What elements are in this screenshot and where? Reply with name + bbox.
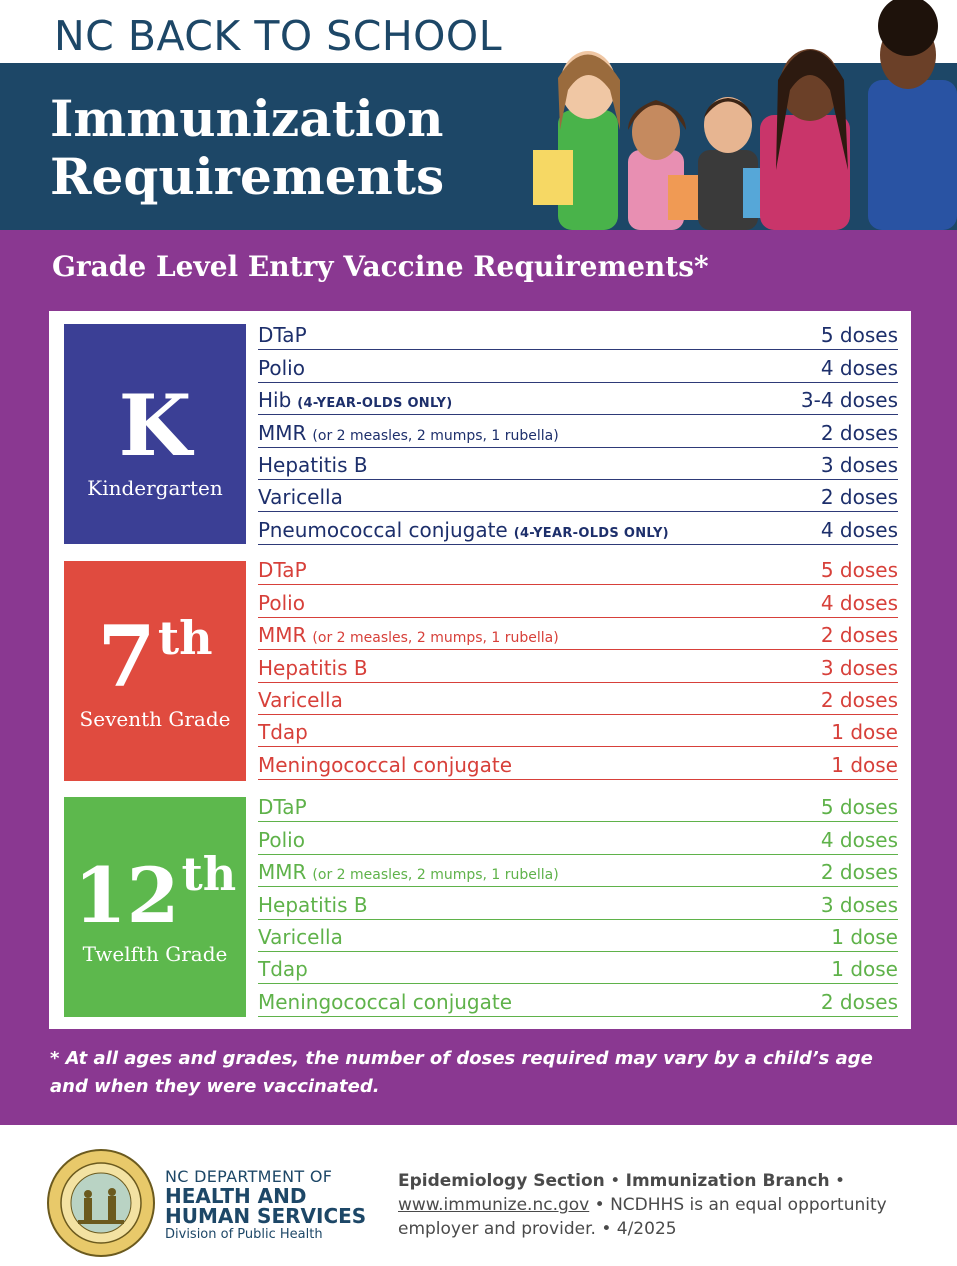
vaccine-note: (4-YEAR-OLDS ONLY) <box>513 525 669 541</box>
main-title <box>50 90 530 206</box>
vaccine-dose-count: 3-4 doses <box>800 388 898 413</box>
vaccine-name: Polio <box>258 590 305 615</box>
vaccine-row <box>258 415 898 447</box>
main-title-line2: Requirements <box>50 147 445 206</box>
vaccine-name-group <box>258 356 305 380</box>
vaccine-dose-count: 3 doses <box>820 655 898 680</box>
vaccine-dose-count: 2 doses <box>820 420 898 445</box>
vaccine-name: MMR <box>258 860 307 885</box>
vaccine-name: MMR <box>258 420 307 445</box>
vaccine-name: MMR <box>258 623 307 648</box>
main-title-line1: Immunization <box>50 89 444 148</box>
vaccine-name: Hib <box>258 388 292 413</box>
vaccine-row <box>258 790 898 822</box>
vaccine-dose-count: 2 doses <box>820 485 898 510</box>
vaccine-dose-count: 2 doses <box>820 860 898 885</box>
vaccine-row <box>258 618 898 650</box>
nc-state-seal-icon <box>46 1148 156 1258</box>
vaccine-name-group <box>258 388 453 412</box>
vaccine-dose-count: 1 dose <box>831 720 898 745</box>
vaccine-name-group <box>258 591 305 615</box>
vaccine-row <box>258 512 898 544</box>
vaccine-dose-count: 2 doses <box>820 687 898 712</box>
department-logo-text <box>165 1168 366 1244</box>
dept-line3: HUMAN SERVICES <box>165 1204 367 1228</box>
vaccine-name: Varicella <box>258 485 343 510</box>
vaccine-row <box>258 822 898 854</box>
grade-box-kindergarten <box>64 324 246 544</box>
vaccine-name-group <box>258 421 559 445</box>
vaccine-name-group <box>258 990 512 1014</box>
vaccine-row <box>258 650 898 682</box>
grade-name-k: Kindergarten <box>87 476 223 500</box>
vaccine-note: (or 2 measles, 2 mumps, 1 rubella) <box>312 427 559 444</box>
vaccine-name-group <box>258 688 343 712</box>
vaccine-name-group <box>258 323 307 347</box>
vaccine-dose-count: 2 doses <box>820 989 898 1014</box>
vaccine-name: DTaP <box>258 795 307 820</box>
dept-line4: Division of Public Health <box>165 1227 323 1242</box>
vaccine-name: Polio <box>258 827 305 852</box>
vaccine-dose-count: 5 doses <box>820 323 898 348</box>
vaccine-name-group <box>258 860 559 884</box>
grade-label-k: K <box>118 376 192 475</box>
grade-box-twelfth <box>64 797 246 1017</box>
vaccine-name-group <box>258 828 305 852</box>
vaccine-row <box>258 350 898 382</box>
vaccine-dose-count: 2 doses <box>820 623 898 648</box>
vaccine-dose-count: 4 doses <box>820 827 898 852</box>
vaccine-dose-count: 1 dose <box>831 752 898 777</box>
vaccine-note: (4-YEAR-OLDS ONLY) <box>297 396 453 412</box>
footnote: * At all ages and grades, the number of doses required may vary by a child’s age and when they were vaccinated. <box>50 1048 873 1097</box>
vaccine-row <box>258 855 898 887</box>
dept-line1: NC DEPARTMENT OF <box>165 1167 333 1186</box>
grade-number-12: 12 <box>73 851 180 940</box>
vaccine-list-twelfth <box>258 790 898 1017</box>
grade-label-12 <box>64 847 246 940</box>
vaccine-name: Varicella <box>258 687 343 712</box>
vaccine-dose-count: 1 dose <box>831 957 898 982</box>
vaccine-name-group <box>258 623 559 647</box>
vaccine-name: Pneumococcal conjugate <box>258 517 508 542</box>
vaccine-name: Hepatitis B <box>258 892 368 917</box>
vaccine-row <box>258 585 898 617</box>
vaccine-row <box>258 984 898 1016</box>
vaccine-dose-count: 4 doses <box>820 590 898 615</box>
vaccine-name-group <box>258 453 368 477</box>
vaccine-name: Polio <box>258 355 305 380</box>
vaccine-dose-count: 3 doses <box>820 892 898 917</box>
vaccine-row <box>258 553 898 585</box>
grade-name-12: Twelfth Grade <box>82 942 228 966</box>
vaccine-list-kindergarten <box>258 318 898 545</box>
contact-info <box>398 1169 918 1241</box>
grade-label-7 <box>64 607 246 706</box>
immunization-branch: Immunization Branch <box>625 1171 830 1191</box>
vaccine-row <box>258 715 898 747</box>
vaccine-name: Tdap <box>258 957 308 982</box>
vaccine-dose-count: 3 doses <box>820 452 898 477</box>
separator: • <box>594 1195 611 1215</box>
vaccine-row <box>258 952 898 984</box>
vaccine-name: Meningococcal conjugate <box>258 752 513 777</box>
vaccine-row <box>258 480 898 512</box>
section-subtitle: Grade Level Entry Vaccine Requirements* <box>52 250 709 283</box>
vaccine-name: Tdap <box>258 720 308 745</box>
vaccine-name-group <box>258 893 368 917</box>
equal-opportunity-statement: NCDHHS is an equal opportunity employer and provider. <box>398 1195 887 1239</box>
vaccine-note: (or 2 measles, 2 mumps, 1 rubella) <box>312 630 559 647</box>
vaccine-name-group <box>258 656 368 680</box>
vaccine-name: DTaP <box>258 323 307 348</box>
vaccine-name-group <box>258 558 307 582</box>
vaccine-dose-count: 4 doses <box>820 355 898 380</box>
epidemiology-section: Epidemiology Section <box>398 1171 605 1191</box>
grade-suffix-12: th <box>181 847 237 901</box>
vaccine-name: Meningococcal conjugate <box>258 989 513 1014</box>
header-top-title: NC BACK TO SCHOOL <box>54 12 503 60</box>
separator: • <box>834 1171 845 1191</box>
vaccine-row <box>258 887 898 919</box>
separator: • <box>601 1219 617 1239</box>
vaccine-dose-count: 5 doses <box>820 795 898 820</box>
separator: • <box>610 1171 626 1191</box>
vaccine-row <box>258 318 898 350</box>
vaccine-name-group <box>258 795 307 819</box>
vaccine-note: (or 2 measles, 2 mumps, 1 rubella) <box>312 867 559 884</box>
vaccine-dose-count: 5 doses <box>820 558 898 583</box>
grade-suffix-7: th <box>157 611 213 665</box>
vaccine-row <box>258 448 898 480</box>
grade-number-7: 7 <box>97 607 156 706</box>
students-photo <box>528 0 957 230</box>
vaccine-name-group <box>258 753 512 777</box>
vaccine-row <box>258 920 898 952</box>
website-link[interactable]: www.immunize.nc.gov <box>398 1195 590 1215</box>
vaccine-name-group <box>258 485 343 509</box>
vaccine-dose-count: 4 doses <box>820 517 898 542</box>
vaccine-row <box>258 383 898 415</box>
publication-date: 4/2025 <box>616 1219 677 1239</box>
vaccine-name: Varicella <box>258 924 343 949</box>
vaccine-name: DTaP <box>258 558 307 583</box>
vaccine-name-group <box>258 925 343 949</box>
vaccine-list-seventh <box>258 553 898 780</box>
dept-line2: HEALTH AND <box>165 1184 307 1208</box>
grade-name-7: Seventh Grade <box>79 707 231 731</box>
vaccine-name-group <box>258 720 308 744</box>
vaccine-row <box>258 747 898 779</box>
vaccine-name-group <box>258 957 308 981</box>
vaccine-name-group <box>258 518 669 542</box>
vaccine-name: Hepatitis B <box>258 655 368 680</box>
vaccine-row <box>258 683 898 715</box>
vaccine-dose-count: 1 dose <box>831 924 898 949</box>
vaccine-name: Hepatitis B <box>258 452 368 477</box>
grade-box-seventh <box>64 561 246 781</box>
